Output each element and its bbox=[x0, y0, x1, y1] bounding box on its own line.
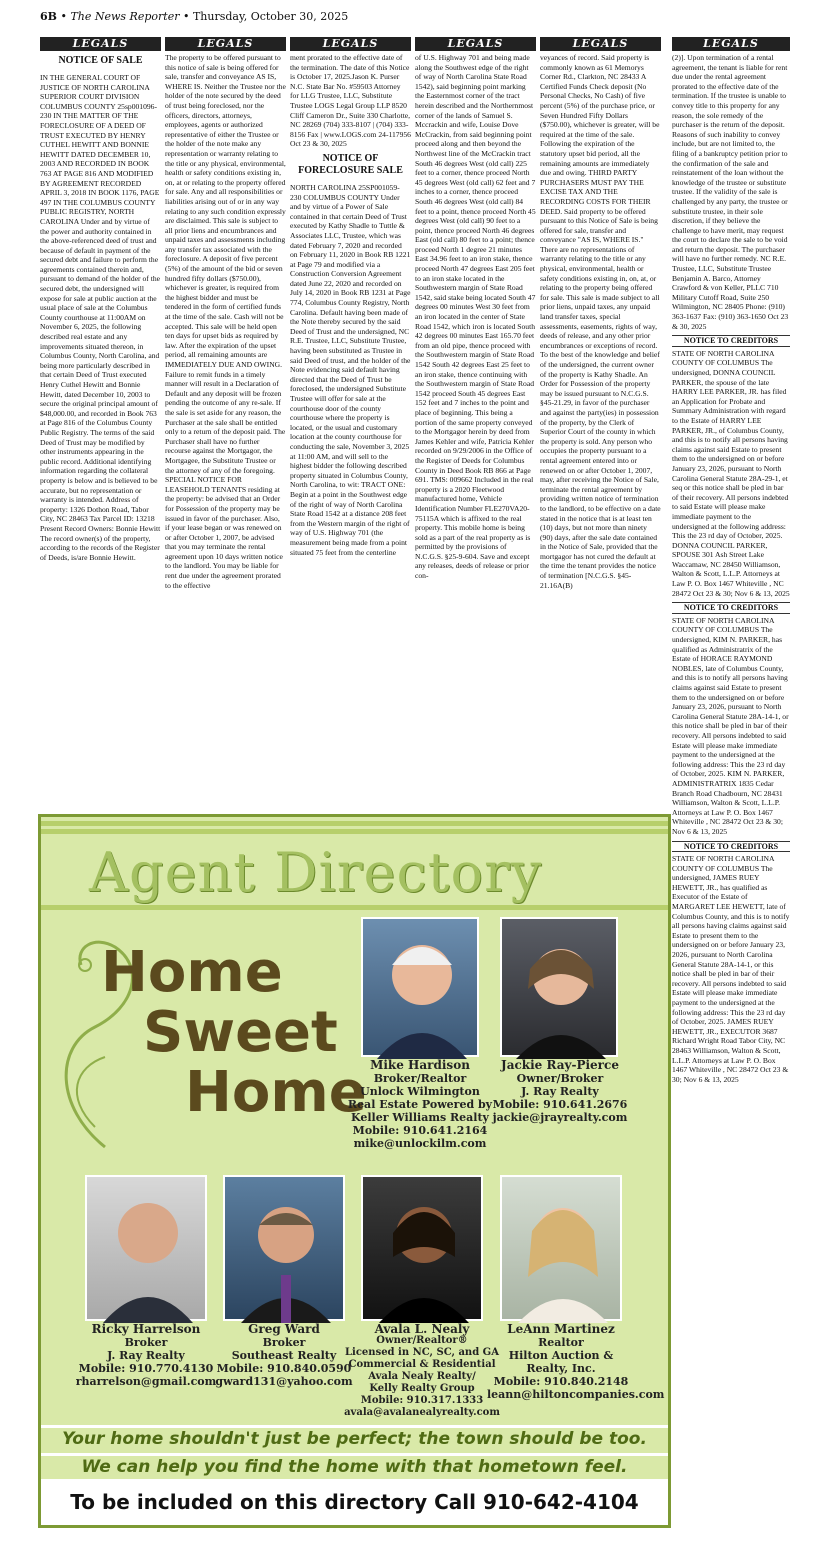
agent-name: Greg Ward bbox=[248, 1322, 320, 1336]
agent-line: Keller Williams Realty bbox=[351, 1111, 489, 1124]
notice-text: NORTH CAROLINA 25SP001059-230 COLUMBUS COUNTY Under and by virtue of a Power of Sale contained in that certain Deed of Trust executed by Kathy Shadle to Tuttle & Associates LLC, Trustee, which was dated February 7, 2020 and recorded on February 11, 2020 in Book RB 1221 at Page 79 and modified via a Construction Conversion Agreement dated June 22, 2020 and recorded on July 14, 2020 in Book RB 1231 at Page 774, Columbus County Registry, North Carolina. Default having been made of the Note thereby secured by the said Deed of Trust and the undersigned, NC R.E. Trustee, LLC, Substitute Trustee, having been substituted as Trustee in said Deed of trust, and the holder of the Note evidencing said default having directed that the Deed of Trust be foreclosed, the undersigned Substitute Trustee will offer for sale at the courthouse door of the county courthouse where the property is located, or the usual and customary location at the county courthouse for conducting the sale, November 3, 2025 at 11:00 AM, and will sell to the highest bidder the following described property situated in Columbus County, North Carolina, to wit: TRACT ONE: Begin at a point in the Southwest edge of the right of way of North Carolina State Road 1542 at a distance 208 feet from the Western margin of the right of way of U.S. Highway 701 (the measurement being made from a point situated 75 feet from the centerline bbox=[290, 182, 413, 557]
agent-line: Broker bbox=[124, 1336, 168, 1349]
agent-photo-ricky bbox=[85, 1175, 207, 1321]
agent-info-mike bbox=[347, 1059, 493, 1150]
agent-photo-jackie bbox=[500, 917, 618, 1057]
agent-line: Real Estate Powered by bbox=[347, 1098, 493, 1111]
agent-name: Avala L. Nealy bbox=[374, 1322, 470, 1336]
legal-column-4 bbox=[415, 37, 536, 581]
agent-photo-greg bbox=[223, 1175, 345, 1321]
decor-stripe bbox=[41, 821, 668, 826]
creditors-title: NOTICE TO CREDITORS bbox=[672, 335, 790, 347]
tagline-divider bbox=[41, 1453, 668, 1456]
agent-name: Ricky Harrelson bbox=[91, 1322, 201, 1336]
agent-email: leann@hiltoncompanies.com bbox=[487, 1388, 665, 1401]
agent-name: Mike Hardison bbox=[370, 1058, 470, 1072]
agent-info-jackie bbox=[487, 1059, 633, 1124]
agent-email: jackie@jrayrealty.com bbox=[492, 1111, 628, 1124]
agent-name: LeAnn Martinez bbox=[507, 1322, 615, 1336]
agent-line: Licensed in NC, SC, and GA bbox=[345, 1347, 499, 1358]
home-text-1: Home bbox=[101, 940, 283, 1005]
legal-column-3 bbox=[290, 37, 411, 557]
tagline-2: We can help you find the home with that hometown feel. bbox=[81, 1457, 628, 1477]
agent-info-greg bbox=[211, 1323, 357, 1388]
legal-column-5 bbox=[540, 37, 661, 590]
issue-date: Thursday, October 30, 2025 bbox=[192, 10, 349, 23]
notice-title: NOTICE OF SALE bbox=[58, 55, 143, 66]
creditor-notice: STATE OF NORTH CAROLINA COUNTY OF COLUMBUS The undersigned, JAMES RUEY HEWETT, JR., has qualified as Executor of the Estate of MARGARET LEE HEWETT, late of Columbus County, and this is to notify all persons having claims against said Estate to present them to the undersigned on or before January 23, 2026, pursuant to North Carolina General Statute 28A-14-1, or this notice shall be pled in bar of their recovery. All persons indebted to said Estate will please make immediate payment to the undersigned at the following address: This the 23 rd day of October, 2025. JAMES RUEY HEWETT, JR., EXECUTOR 3687 Richard Wright Road Tabor City, NC 28463 Williamson, Walton & Scott, L.L.P. Attorneys at Law P. O. Box 1467 Whiteville , NC 28472 Oct 23 & 30; Nov 6 & 13, 2025 bbox=[672, 854, 792, 1084]
agent-line: Realty, Inc. bbox=[526, 1362, 596, 1375]
decor-stripe bbox=[41, 905, 668, 910]
notice-text: (2)]. Upon termination of a rental agreement, the tenant is liable for rent due under the rental agreement prorated to the effective date of the termination. If the trustee is unable to convey title to this property for any reason, the sole remedy of the purchaser is the return of the deposit. Reasons of such inability to convey include, but are not limited to, the filing of a bankruptcy petition prior to the confirmation of the sale and reinstatement of the loan without the knowledge of the trustee or substitute trustee. If the validity of the sale is challenged by any party, the trustee or substitute trustee, in their sole discretion, if they believe the challenge to have merit, may request the court to declare the sale to be void and return the deposit. The purchaser will have no further remedy. NC R.E. Trustee, LLC, Substitute Trustee Benjamin A. Barco, Attorney Crawford & von Keller, PLLC 710 Military Cutoff Road, Suite 250 Wilmington, NC 28405 Phone: (910) 363-1637 Fax: (910) 363-1650 Oct 23 & 30, 2025 bbox=[672, 53, 791, 331]
sweet-text: Sweet bbox=[143, 1000, 338, 1065]
agent-email: rharrelson@gmail.com bbox=[75, 1375, 217, 1388]
legals-header: LEGALS bbox=[290, 37, 411, 51]
creditor-notice: STATE OF NORTH CAROLINA COUNTY OF COLUMBUS The undersigned, KIM N. PARKER, has qualified as Administratrix of the Estate of HORACE RAYMOND NOBLES, late of Columbus County, and this is to notify all persons having claims against said Estate to present them to the undersigned on or before January 23, 2026, pursuant to North Carolina General Statute 28A-14-1, or this notice shall be pled in bar of their recovery. All persons indebted to said Estate will please make immediate payment to the undersigned at the following address: This the 23 rd day of October, 2025. KIM N. PARKER, ADMINISTRATRIX 1835 Cedar Branch Road Chadbourn, NC 28431 Williamson, Walton & Scott, L.L.P. Attorneys at Law P. O. Box 1467 Whiteville , NC 28472 Oct 23 & 30; Nov 6 & 13, 2025 bbox=[672, 615, 791, 836]
agent-phone: Mobile: 910.317.1333 bbox=[360, 1395, 484, 1406]
creditors-title: NOTICE TO CREDITORS bbox=[672, 602, 790, 614]
creditor-notice: STATE OF NORTH CAROLINA COUNTY OF COLUMBUS The undersigned, DONNA COUNCIL PARKER, the spouse of the late HARRY LEE PARKER, JR. has filed an Application for Probate and Summary Administration with regard to the Estate of HARRY LEE PARKER, JR., of Columbus County, and this is to notify all persons having claims against said Estate to present them to the undersigned on or before January 23, 2026, pursuant to North Carolina General Statute 28A-29-1, et seq or this notice shall be pled in bar of their recovery. All persons indebted to said Estate will please make immediate payment to the undersigned at the following address: This the 23 rd day of October, 2025. DONNA COUNCIL PARKER, SPOUSE 301 Ash Street Lake Waccamaw, NC 28450 Williamson, Walton & Scott, L.L.P. Attorneys at Law P. O. Box 1467 Whiteville , NC 28472 Oct 23 & 30; Nov 6 & 13, 2025 bbox=[672, 348, 791, 598]
agent-phone: Mobile: 910.840.0590 bbox=[216, 1362, 352, 1375]
agent-name: Jackie Ray-Pierce bbox=[501, 1058, 619, 1072]
agent-phone: Mobile: 910.770.4130 bbox=[78, 1362, 214, 1375]
agent-phone: Mobile: 910.840.2148 bbox=[493, 1375, 629, 1388]
agent-line: Southeast Realty bbox=[231, 1349, 337, 1362]
agent-email: gward131@yahoo.com bbox=[215, 1375, 353, 1388]
agent-line: Owner/Broker bbox=[516, 1072, 604, 1085]
home-text-2: Home bbox=[185, 1060, 367, 1125]
agent-photo-mike bbox=[361, 917, 479, 1057]
legal-column-6 bbox=[672, 37, 790, 1557]
agent-email: mike@unlockilm.com bbox=[353, 1137, 487, 1150]
legal-column-1 bbox=[40, 37, 161, 562]
agent-phone: Mobile: 910.641.2164 bbox=[352, 1124, 488, 1137]
agent-line: Broker bbox=[262, 1336, 306, 1349]
decor-stripe bbox=[41, 829, 668, 834]
call-to-action: To be included on this directory Call 910-642-4104 bbox=[41, 1479, 668, 1525]
page-header: 6B • The News Reporter • Thursday, October 30, 2025 bbox=[40, 10, 349, 23]
notice-text: The property to be offered pursuant to this notice of sale is being offered for sale, transfer and conveyance AS IS, WHERE IS. Neither the Trustee nor the holder of the note secured by the deed of trust being foreclosed, nor the officers, directors, attorneys, employees, agents or authorized representative of either the Trustee or the holder of the note make any representation or warranty relating to the title or any physical, environmental, health or safety conditions existing in, on, at or relating to the property offered for sale. Any and all responsibilities or liabilities arising out of or in any way relating to any such condition expressly are disclaimed. This sale is subject to all prior liens and encumbrances and unpaid taxes and assessments including any transfer tax associated with the foreclosure. A deposit of five percent (5%) of the amount of the bid or seven hundred fifty dollars ($750.00), whichever is greater, is required from the highest bidder and must be tendered in the form of certified funds at the time of the sale. Cash will not be accepted. This sale will be held open ten days for upset bids as required by law. After the expiration of the upset period, all remaining amounts are IMMEDIATELY DUE AND OWING. Failure to remit funds in a timely manner will result in a Declaration of Default and any deposit will be frozen pending the outcome of any re-sale. If the sale is set aside for any reason, the Purchaser at the sale shall be entitled only to a return of the deposit paid. The Purchaser shall have no further recourse against the Mortgagor, the Mortgagee, the Substitute Trustee or the attorney of any of the foregoing. SPECIAL NOTICE FOR LEASEHOLD TENANTS residing at the property: be advised that an Order for Possession of the property may be issued in favor of the purchaser. Also, if your lease began or was renewed on or after October 1, 2007, be advised that you may terminate the rental agreement upon 10 days written notice to the landlord. You may be liable for rent due under the agreement prorated to the effective bbox=[165, 53, 288, 590]
notice-text: veyances of record. Said property is commonly known as 61 Memorys Corner Rd., Clarkton, NC 28433 A Certified Funds Check deposit (No Personal Checks, No Cash) of five percent (5%) of the purchase price, or Seven Hundred Fifty Dollars ($750.00), whichever is greater, will be required at the time of the sale. Following the expiration of the statutory upset bid period, all the remaining amounts are immediately due and owing. THIRD PARTY PURCHASERS MUST PAY THE EXCISE TAX AND THE RECORDING COSTS FOR THEIR DEED. Said property to be offered pursuant to this Notice of Sale is being offered for sale, transfer and conveyance "AS IS, WHERE IS." There are no representations of warranty relating to the title or any physical, environmental, health or safety conditions existing in, on, at, or relating to the property being offered for sale. This sale is made subject to all prior liens, unpaid taxes, any unpaid land transfer taxes, special assessments, easements, rights of way, deeds of release, and any other prior encumbrances or exceptions of record. To the best of the knowledge and belief of the undersigned, the current owner of the property is Kathy Shadle. An Order for Possession of the property may be issued pursuant to N.C.G.S. §45-21.29, in favor of the purchaser and against the party(ies) in possession of the property, by the Clerk of Superior Court of the county in which the property is sold. Any person who occupies the property pursuant to a rental agreement entered into or renewed on or after October 1, 2007, may, after receiving the Notice of Sale, terminate the rental agreement by providing written notice of termination to the landlord, to be effective on a date stated in the notice that is at least ten (10) days, but not more than ninety (90) days, after the sale date contained in the Notice of Sale, provided that the mortgagor has not cured the default at the time the tenant provides the notice of termination [N.C.G.S. §45-21.16A(B) bbox=[540, 53, 663, 590]
agent-info-ricky bbox=[73, 1323, 219, 1388]
creditors-title: NOTICE TO CREDITORS bbox=[672, 841, 790, 853]
agent-line: Broker/Realtor bbox=[373, 1072, 467, 1085]
agent-photo-avala bbox=[361, 1175, 483, 1321]
agent-line: J. Ray Realty bbox=[521, 1085, 599, 1098]
agent-line: J. Ray Realty bbox=[107, 1349, 185, 1362]
agent-directory-ad bbox=[38, 814, 671, 1528]
notice-text: IN THE GENERAL COURT OF JUSTICE OF NORTH CAROLINA SUPERIOR COURT DIVISION COLUMBUS COUNTY 25sp001096-230 IN THE MATTER OF THE FORECLOSURE OF A DEED OF TRUST EXECUTED BY HENRY CUTHEL HEWITT AND BONNIE HEWITT DATED DECEMBER 10, 2003 AND RECORDED IN BOOK 763 AT PAGE 816 AND MODIFIED BY AGREEMENT RECORDED APRIL 3, 2018 IN BOOK 1176, PAGE 497 IN THE COLUMBUS COUNTY PUBLIC REGISTRY, NORTH CAROLINA Under and by virtue of the power and authority contained in the above-referenced deed of trust and because of default in payment of the secured debt and failure to perform the agreements contained therein and, pursuant to demand of the holder of the secured debt, the undersigned will expose for sale at public auction at the usual place of sale at the Columbus County courthouse at 11:00AM on November 6, 2025, the following described real estate and any improvements situated thereon, in Columbus County, North Carolina, and being more particularly described in that certain Deed of Trust executed Henry Cuthel Hewitt and Bonnie Hewitt, dated December 10, 2003 to secure the original principal amount of $48,000.00, and recorded in Book 763 at Page 816 of the Columbus County Public Registry. The terms of the said Deed of Trust may be modified by other instruments appearing in the public record. Additional identifying information regarding the collateral property is below and is believed to be accurate, but no representation or warranty is intended. Address of property: 1326 Dothon Road, Tabor City, NC 28463 Tax Parcel ID: 13218 Present Record Owners: Bonnie Hewitt The record owner(s) of the property, according to the records of the Register of Deeds, is/are Bonnie Hewitt. bbox=[40, 73, 162, 562]
agent-phone: Mobile: 910.641.2676 bbox=[492, 1098, 628, 1111]
agent-photo-leann bbox=[500, 1175, 622, 1321]
notice-text: ment prorated to the effective date of the termination. The date of this Notice is October 17, 2025.Jason K. Purser N.C. State Bar No. #59503 Attorney for LLG Trustee, LLC, Substitute Trustee LOGS Legal Group LLP 8520 Cliff Cameron Dr., Suite 330 Charlotte, NC 28269 (704) 333-8107 | (704) 333-8156 Fax | www.LOGS.com 24-117956 Oct 23 & 30, 2025 bbox=[290, 53, 413, 149]
agent-line: Unlock Wilmington bbox=[360, 1085, 480, 1098]
agent-line: Avala Nealy Realty/ bbox=[368, 1371, 476, 1382]
agent-email: avala@avalanealyrealty.com bbox=[344, 1407, 500, 1418]
agent-line: Hilton Auction & bbox=[508, 1349, 614, 1362]
agent-info-leann bbox=[487, 1322, 665, 1401]
legals-header: LEGALS bbox=[415, 37, 536, 51]
legals-header: LEGALS bbox=[672, 37, 790, 51]
notice-text: of U.S. Highway 701 and being made along the Southwest edge of the right of way of North Carolina State Road 1542), said beginning point marking the Easternmost corner of the tract herein described and the Northernmost corner of the lands of Samuel S. Mccrackin and wife, Louise Dove McCrackin, from said beginning point proceed along and then beyond the Northwest line of the McCrackin tract South 46 degrees West (old call) 225 feet to a corner, thence proceed North 45 degrees West (old call) 62 feet and 7 inches to a corner, thence proceed South 46 degrees West (old call) 84 feet to a point, thence proceed North 45 degrees West (old call) 90 feet to a point, thence proceed North 46 degrees East (old call) 80 feet to a point; thence proceed North 1 degree 21 minutes East 34.96 feet to an iron stake, thence proceed North 47 degrees East 205 feet to an iron stake located in the Southwestern margin of State Road 1542, said stake being located South 47 degrees 00 minutes West 30 feet from an iron located in the center of State Road 1542, which iron is located South 42 degrees 00 minutes East 165.70 feet from an old pipe, thence proceed with the Southwestern margin of State Road 1542 South 42 degrees East 25 feet to an iron stake, thence continuing with the Southwestern margin of State Road 1542 proceed South 45 degrees East 152 feet and 7 inches to the point and place of beginning. This being a portion of the same property conveyed to the Mortgagor herein by deed from James Kehler and wife, Patricia Kehler recorded on 9/29/2006 in the Office of the Register of Deeds for Columbus County in Deed Book RB 866 at Page 691. TMS: 009662 Included in the real property is a 2020 Fleetwood manufactured home, Vehicle Identification Number FLE270VA20-75115A which is affixed to the real property. This mobile home is being sold as a part of the real property as is permitted by the provisions of N.C.G.S. §25-9-604. Save and except any releases, deeds of release or prior con- bbox=[415, 53, 538, 581]
page-number: 6B bbox=[40, 10, 57, 23]
legals-header: LEGALS bbox=[540, 37, 661, 51]
legals-header: LEGALS bbox=[40, 37, 161, 51]
tagline-1: Your home shouldn't just be perfect; the town should be too. bbox=[62, 1429, 647, 1449]
notice-title: NOTICE OF FORECLOSURE SALE bbox=[298, 152, 403, 176]
agent-line: Kelly Realty Group bbox=[369, 1383, 475, 1394]
agent-line: Owner/Realtor® bbox=[376, 1335, 468, 1346]
agent-info-avala bbox=[341, 1323, 503, 1419]
paper-name: The News Reporter bbox=[70, 10, 180, 23]
tagline-divider bbox=[41, 1425, 668, 1428]
agent-line: Commercial & Residential bbox=[348, 1359, 496, 1370]
legals-header: LEGALS bbox=[165, 37, 286, 51]
legal-column-2 bbox=[165, 37, 286, 590]
agent-line: Realtor bbox=[538, 1336, 584, 1349]
directory-title: Agent Directory bbox=[89, 841, 543, 904]
